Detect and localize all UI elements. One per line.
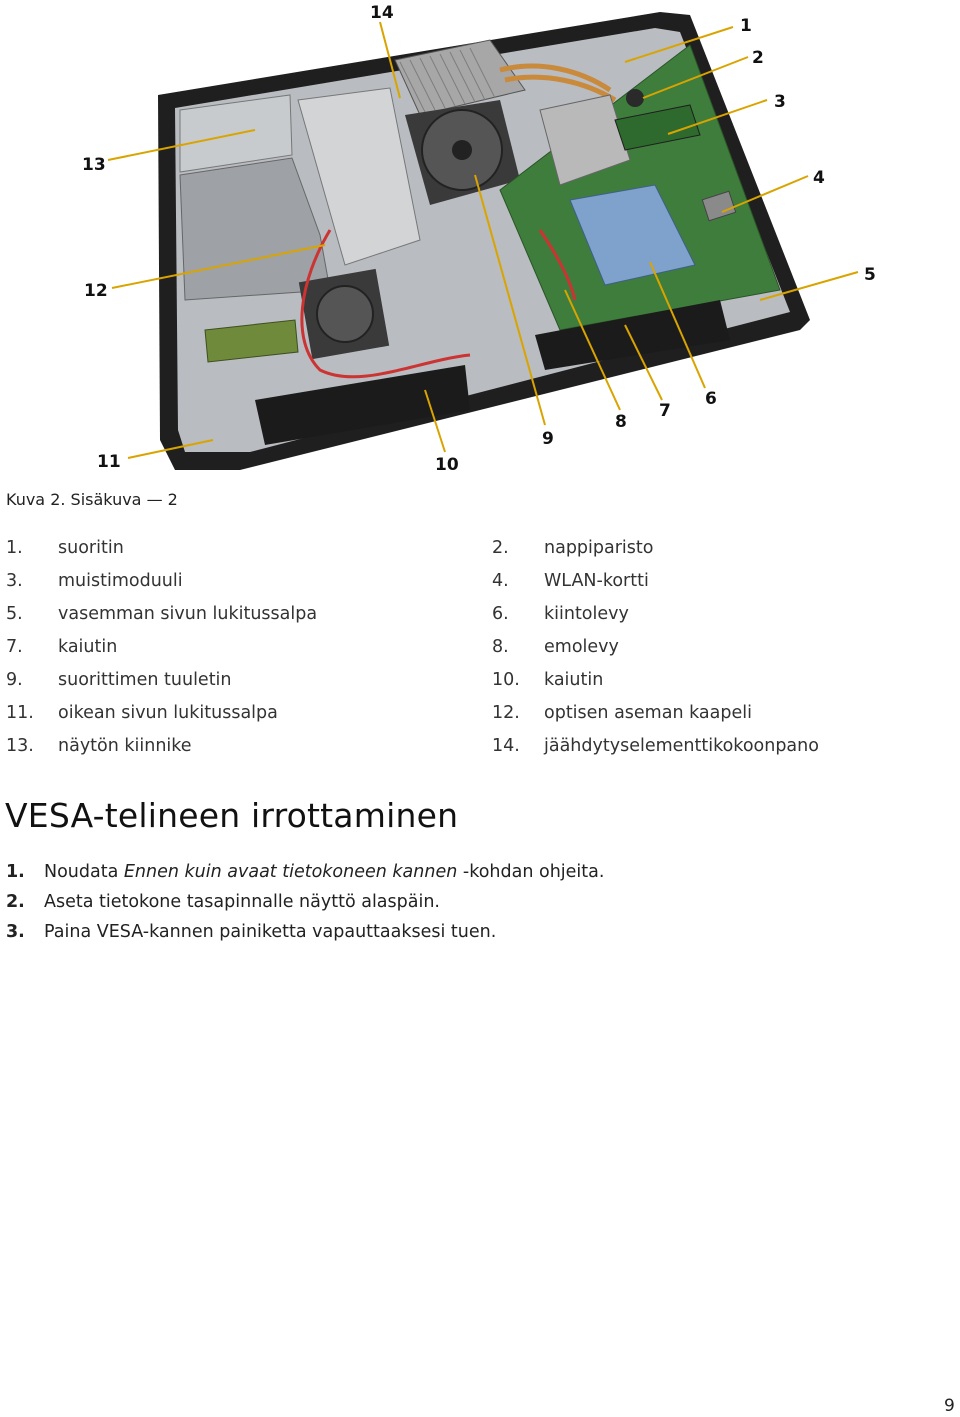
legend-item: 13. näytön kiinnike [6,736,192,756]
step-item: 1. Noudata Ennen kuin avaat tietokoneen kannen -kohdan ohjeita. [6,862,605,882]
legend-item: 8. emolevy [492,637,619,657]
callout-7: 7 [659,401,671,421]
section-title: VESA-telineen irrottaminen [5,796,459,835]
callout-5: 5 [864,265,876,285]
legend-item: 14. jäähdytyselementtikokoonpano [492,736,819,756]
step-link-text: Ennen kuin avaat tietokoneen kannen [123,862,458,882]
callout-13: 13 [82,155,106,175]
legend-item: 9. suorittimen tuuletin [6,670,232,690]
legend-item: 12. optisen aseman kaapeli [492,703,752,723]
callout-6: 6 [705,389,717,409]
computer-internals-figure [0,0,960,480]
callout-4: 4 [813,168,825,188]
figure-caption: Kuva 2. Sisäkuva — 2 [6,490,178,509]
step-item: 3. Paina VESA-kannen painiketta vapauttaaksesi tuen. [6,922,497,942]
legend-item: 7. kaiutin [6,637,118,657]
legend-item: 2. nappiparisto [492,538,654,558]
legend-item: 10. kaiutin [492,670,604,690]
legend-item: 6. kiintolevy [492,604,629,624]
callout-12: 12 [84,281,108,301]
callout-14: 14 [370,3,394,23]
internals-illustration [0,0,960,480]
step-item: 2. Aseta tietokone tasapinnalle näyttö alaspäin. [6,892,440,912]
callout-1: 1 [740,16,752,36]
callout-11: 11 [97,452,121,472]
legend-item: 1. suoritin [6,538,124,558]
coin-battery [626,89,644,107]
callout-8: 8 [615,412,627,432]
callout-10: 10 [435,455,459,475]
callout-9: 9 [542,429,554,449]
callout-2: 2 [752,48,764,68]
legend-item: 11. oikean sivun lukitussalpa [6,703,278,723]
legend-item: 4. WLAN-kortti [492,571,649,591]
page-number: 9 [944,1396,955,1416]
legend-item: 3. muistimoduuli [6,571,183,591]
callout-3: 3 [774,92,786,112]
legend-item: 5. vasemman sivun lukitussalpa [6,604,318,624]
